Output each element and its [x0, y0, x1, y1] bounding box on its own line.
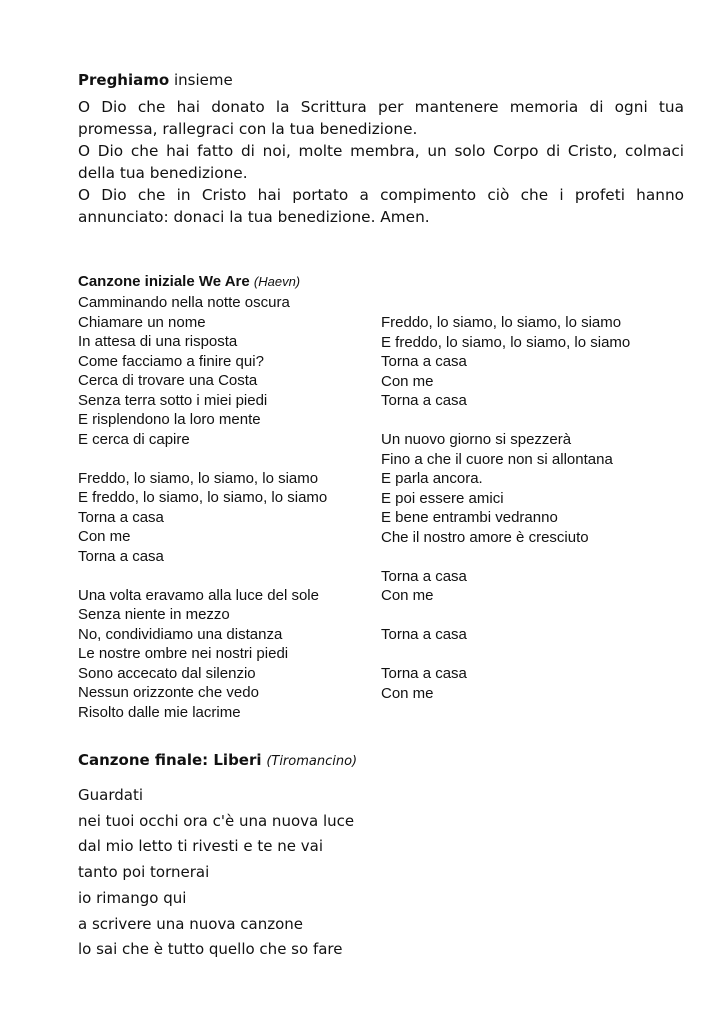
lyric-line: Senza niente in mezzo: [78, 606, 230, 623]
lyric-line: Con me: [381, 587, 434, 604]
song2-lyrics: [78, 783, 354, 963]
stanza-gap: [78, 449, 327, 469]
lyric-line: E risplendono la loro mente: [78, 411, 261, 428]
lyric-line: Le nostre ombre nei nostri piedi: [78, 645, 289, 662]
prayer-body: [78, 96, 684, 228]
stanza-gap: [381, 547, 630, 567]
lyric-line: lo sai che è tutto quello che so fare: [78, 940, 343, 959]
stanza-gap: [381, 645, 630, 665]
prayer-section: [78, 70, 684, 228]
prayer-title-rest: insieme: [169, 71, 233, 89]
lyric-line: E poi essere amici: [381, 489, 504, 507]
song1-author: (Haevn): [253, 274, 301, 289]
lyric-line: Un nuovo giorno si spezzerà: [381, 431, 572, 448]
lyric-line: Torna a casa: [78, 508, 164, 526]
lyric-line: Torna a casa: [381, 353, 467, 370]
lyric-line: E parla ancora.: [381, 470, 483, 487]
lyric-line: a scrivere una nuova canzone: [78, 914, 304, 933]
lyric-line: Con me: [78, 528, 131, 545]
lyric-line: Freddo, lo siamo, lo siamo, lo siamo: [381, 314, 622, 331]
lyric-line: Torna a casa: [381, 665, 467, 682]
prayer-paragraph: O Dio che hai donato la Scrittura per mantenere memoria di ogni tua promessa, rallegraci con la tua benedizione.: [78, 98, 684, 138]
lyric-line: Cerca di trovare una Costa: [78, 372, 258, 389]
lyric-line: E freddo, lo siamo, lo siamo, lo siamo: [381, 333, 631, 351]
lyric-line: nei tuoi occhi ora c'è una nuova luce: [78, 811, 355, 830]
lyric-line: Risolto dalle mie lacrime: [78, 703, 241, 721]
lyric-line: Nessun orizzonte che vedo: [78, 684, 259, 701]
prayer-title-bold: Preghiamo: [78, 71, 170, 89]
song1-right-column: [381, 313, 630, 703]
lyric-line: Guardati: [78, 786, 143, 804]
lyric-line: Torna a casa: [78, 547, 164, 565]
lyric-line: Con me: [381, 684, 434, 702]
song2-title: Canzone finale: Liberi: [78, 751, 262, 769]
stanza-gap: [381, 411, 630, 431]
lyric-line: Una volta eravamo alla luce del sole: [78, 586, 319, 604]
song1-title: Canzone iniziale We Are: [78, 273, 250, 290]
stanza-gap: [381, 606, 630, 626]
lyric-line: tanto poi tornerai: [78, 863, 210, 882]
lyric-line: io rimango qui: [78, 888, 187, 907]
lyric-line: Torna a casa: [381, 626, 467, 643]
lyric-line: Torna a casa: [381, 392, 467, 409]
lyric-line: No, condividiamo una distanza: [78, 625, 283, 643]
lyric-line: Che il nostro amore è cresciuto: [381, 528, 589, 546]
stanza-gap: [78, 566, 327, 586]
lyric-line: Fino a che il cuore non si allontana: [381, 450, 613, 468]
song2-heading: [78, 750, 357, 772]
lyric-line: E cerca di capire: [78, 430, 190, 448]
lyric-line: Con me: [381, 372, 434, 390]
lyric-line: Chiamare un nome: [78, 313, 206, 331]
lyric-line: Sono accecato dal silenzio: [78, 664, 256, 682]
prayer-paragraph: O Dio che in Cristo hai portato a compimento ciò che i profeti hanno annunciato: donaci la tua benedizione. Amen.: [78, 186, 684, 226]
lyric-line: Camminando nella notte oscura: [78, 294, 290, 311]
song1-heading: [78, 272, 300, 292]
lyric-line: dal mio letto ti rivesti e te ne vai: [78, 837, 323, 856]
prayer-paragraph: O Dio che hai fatto di noi, molte membra, un solo Corpo di Cristo, colmaci della tua benedizione.: [78, 142, 684, 182]
song2-author: (Tiromancino): [266, 754, 358, 769]
lyric-line: Freddo, lo siamo, lo siamo, lo siamo: [78, 469, 319, 487]
lyric-line: Torna a casa: [381, 567, 467, 585]
lyric-line: In attesa di una risposta: [78, 333, 238, 350]
song1-left-column: [78, 293, 327, 722]
lyric-line: E bene entrambi vedranno: [381, 509, 558, 526]
lyric-line: Senza terra sotto i miei piedi: [78, 391, 268, 409]
lyric-line: Come facciamo a finire qui?: [78, 352, 264, 370]
prayer-title: [78, 70, 684, 90]
lyric-line: E freddo, lo siamo, lo siamo, lo siamo: [78, 489, 328, 506]
